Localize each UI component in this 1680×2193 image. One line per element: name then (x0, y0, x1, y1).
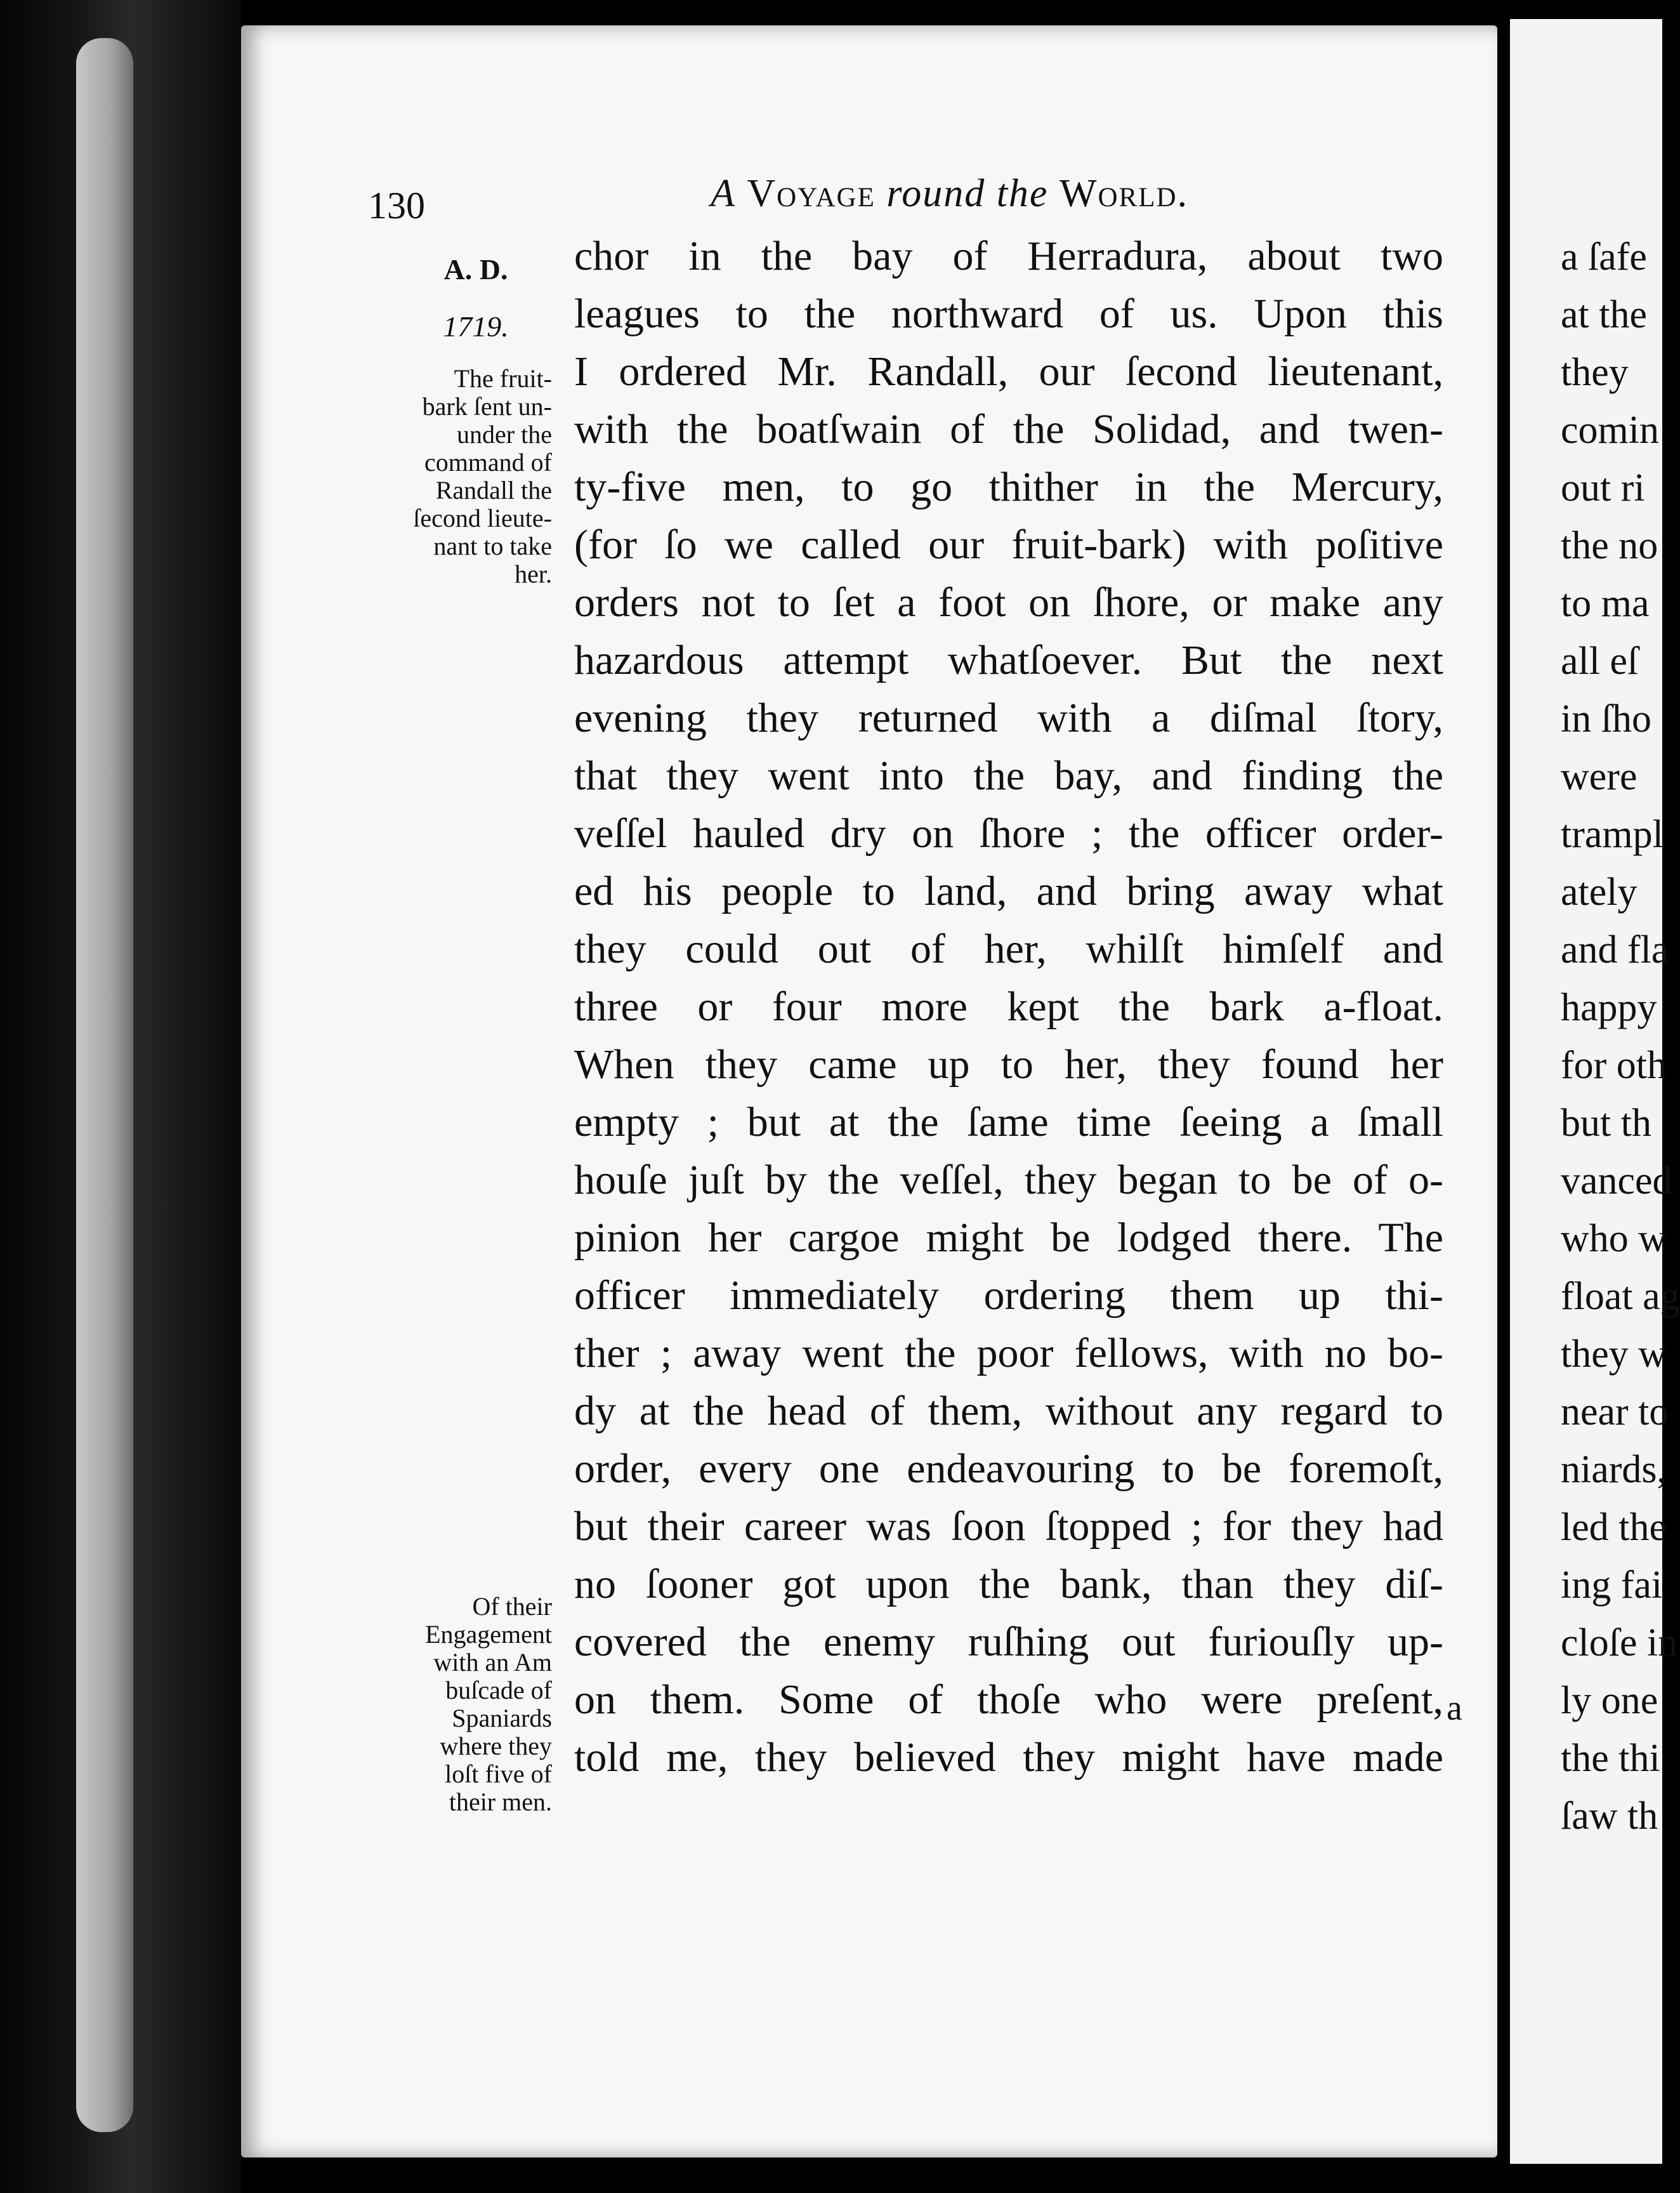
title-a: A (711, 172, 736, 215)
body-line: ty-five men, to go thither in the Mercury, (574, 464, 1443, 510)
margin-note-line: with an Am (433, 1648, 552, 1676)
facing-line: comin (1561, 409, 1659, 452)
facing-line: out ri (1561, 466, 1645, 510)
margin-note-line: her. (515, 560, 552, 588)
margin-note-line: Engagement (425, 1620, 552, 1649)
facing-line: vanced (1561, 1159, 1672, 1202)
margin-note-line: Of their (472, 1592, 552, 1621)
facing-line: ately (1561, 871, 1637, 914)
body-text (574, 227, 1443, 1786)
facing-line: they (1561, 351, 1629, 394)
body-line: veſſel hauled dry on ſhore ; the officer order- (574, 810, 1443, 857)
margin-note-engagement (336, 1593, 552, 1816)
body-line: When they came up to her, they found her (574, 1041, 1443, 1088)
facing-line: niards, (1561, 1448, 1667, 1491)
facing-line: float ag (1561, 1275, 1680, 1318)
facing-line: in ſho (1561, 697, 1651, 741)
body-line: three or four more kept the bark a-float. (574, 984, 1443, 1030)
body-line: with the boatſwain of the Solidad, and twen- (574, 406, 1443, 452)
page-edge-strip (76, 38, 133, 2132)
facing-line: the thi (1561, 1737, 1660, 1780)
facing-line: at the (1561, 293, 1647, 336)
margin-note-line: Spaniards (452, 1704, 552, 1732)
body-line: houſe juſt by the veſſel, they began to be of o- (574, 1157, 1443, 1203)
facing-line: cloſe in (1561, 1621, 1678, 1664)
body-line: ther ; away went the poor fellows, with no bo- (574, 1330, 1443, 1376)
facing-line: happy (1561, 986, 1657, 1029)
facing-line: the no (1561, 524, 1658, 567)
running-header (241, 159, 1497, 235)
body-line: officer immediately ordering them up thi- (574, 1272, 1443, 1319)
body-line: order, every one endeavouring to be foremoſt, (574, 1446, 1443, 1492)
facing-line: ſaw th (1561, 1795, 1658, 1838)
facing-page-text (1561, 228, 1680, 1845)
body-line: dy at the head of them, without any regard to (574, 1388, 1443, 1434)
margin-note-line: The fruit- (454, 364, 552, 393)
body-line: leagues to the northward of us. Upon this (574, 291, 1443, 337)
body-line: no ſooner got upon the bank, than they diſ- (574, 1561, 1443, 1607)
body-line: that they went into the bay, and finding the (574, 753, 1443, 799)
body-line: orders not to ſet a foot on ſhore, or make any (574, 579, 1443, 626)
facing-line: ly one (1561, 1679, 1658, 1722)
facing-line: for oth (1561, 1044, 1667, 1087)
facing-line: led the (1561, 1506, 1667, 1549)
book-page (241, 25, 1497, 2157)
facing-line: were (1561, 755, 1637, 798)
margin-note-line: loſt five of (445, 1760, 552, 1788)
body-line: but their career was ſoon ſtopped ; for they had (574, 1503, 1443, 1550)
body-line: told me, they believed they might have made (574, 1734, 1443, 1781)
margin-note-line: where they (440, 1732, 552, 1760)
margin-note-line: buſcade of (445, 1676, 552, 1704)
body-line: chor in the bay of Herradura, about two (574, 233, 1443, 279)
facing-line: and fla (1561, 928, 1669, 971)
running-title (711, 171, 1188, 216)
margin-note-line: ſecond lieute- (413, 504, 552, 532)
facing-line: to ma (1561, 582, 1650, 625)
margin-note-line: nant to take (433, 532, 552, 560)
title-round: round the (886, 172, 1049, 215)
facing-line: near to (1561, 1390, 1669, 1433)
body-line: on them. Some of thoſe who were preſent, (574, 1676, 1443, 1723)
body-line: ed his people to land, and bring away what (574, 868, 1443, 914)
body-line: (for ſo we called our fruit-bark) with poſitive (574, 522, 1443, 568)
facing-line: who w (1561, 1217, 1667, 1260)
page-number: 130 (368, 185, 425, 227)
margin-note-line: bark ſent un- (422, 392, 552, 421)
body-line: pinion her cargoe might be lodged there. The (574, 1215, 1443, 1261)
body-line: empty ; but at the ſame time ſeeing a ſmall (574, 1099, 1443, 1145)
title-world: World. (1059, 172, 1189, 215)
facing-line: but th (1561, 1102, 1651, 1145)
facing-line: they w (1561, 1333, 1667, 1376)
facing-line: trampl (1561, 813, 1664, 856)
year-ad: A. D. (443, 253, 508, 286)
year-value: 1719. (443, 310, 509, 343)
margin-note-line: Randall the (435, 476, 552, 504)
facing-line: a ſafe (1561, 235, 1647, 279)
margin-note-line: command of (424, 448, 552, 477)
title-voyage: Voyage (747, 172, 876, 215)
body-line: hazardous attempt whatſoever. But the next (574, 637, 1443, 683)
body-line: they could out of her, whilſt himſelf and (574, 926, 1443, 972)
catchword: a (1447, 1689, 1462, 1728)
margin-note-line: their men. (449, 1788, 552, 1816)
body-line: evening they returned with a diſmal ſtory, (574, 695, 1443, 741)
body-line: I ordered Mr. Randall, our ſecond lieutenant, (574, 348, 1443, 395)
facing-page (1510, 19, 1680, 2164)
year-marker (412, 241, 539, 355)
margin-note-line: under the (457, 420, 552, 449)
facing-line: ing fai (1561, 1564, 1663, 1607)
margin-note-fruit-bark (336, 365, 552, 588)
facing-line: all eſ (1561, 640, 1639, 683)
body-line: covered the enemy ruſhing out furiouſly up- (574, 1619, 1443, 1665)
